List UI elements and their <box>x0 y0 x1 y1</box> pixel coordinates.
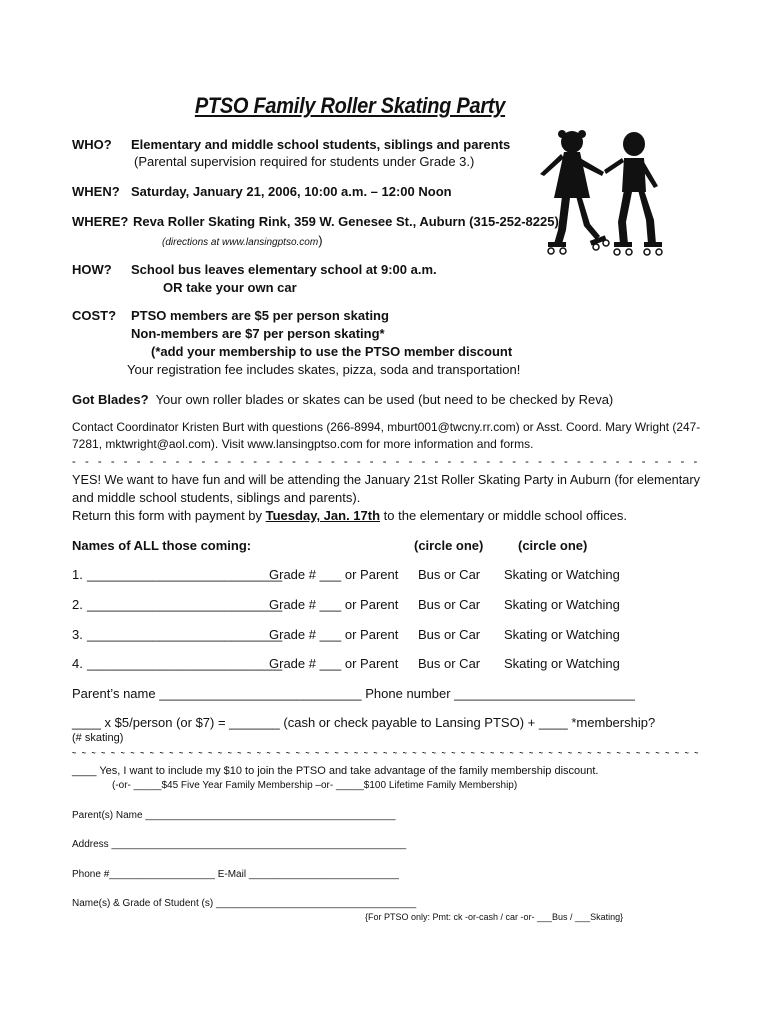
form-intro-line2: and middle school students, siblings and parents). <box>72 490 361 505</box>
skating-or-watching[interactable]: Skating or Watching <box>504 627 620 642</box>
payment-calc-line[interactable]: ____ x $5/person (or $7) = _______ (cash or check payable to Lansing PTSO) + ____ *membership? <box>72 715 656 730</box>
attendee-name-blank[interactable]: ___________________________ <box>87 656 283 671</box>
blades-line: Got Blades? Your own roller blades or skates can be used (but need to be checked by Reva) <box>72 392 614 407</box>
cut-line-divider: - - - - - - - - - - - - - - - - - - - - - - - - - - - - - - - - - - - - - - - - - - - - - - - - - <box>72 454 701 468</box>
grade-or-parent[interactable]: Grade # ___ or Parent <box>269 627 399 642</box>
cost-line1: PTSO members are $5 per person skating <box>131 308 389 323</box>
attendee-name-blank[interactable]: ___________________________ <box>87 597 283 612</box>
how-line2: OR take your own car <box>163 280 297 295</box>
form-intro-line1: YES! We want to have fun and will be attending the January 21st Roller Skating Party in Auburn (for elementary <box>72 472 700 487</box>
bus-or-car[interactable]: Bus or Car <box>418 627 481 642</box>
grade-or-parent[interactable]: Grade # ___ or Parent <box>269 597 399 612</box>
names-header: Names of ALL those coming: <box>72 538 252 553</box>
who-line2: (Parental supervision required for students under Grade 3.) <box>134 154 475 169</box>
contact-line2: 7281, mktwright@aol.com). Visit www.lansingptso.com for more information and forms. <box>72 437 534 451</box>
row-number: 1. <box>72 567 83 582</box>
who-label: WHO? <box>72 137 112 152</box>
grade-or-parent[interactable]: Grade # ___ or Parent <box>269 567 399 582</box>
address-field[interactable]: Address _____________________________________________________ <box>72 839 407 850</box>
calc-note: (# skating) <box>72 732 124 744</box>
skating-or-watching[interactable]: Skating or Watching <box>504 567 620 582</box>
bus-or-car[interactable]: Bus or Car <box>418 656 481 671</box>
circle-one-travel: (circle one) <box>414 538 484 553</box>
cost-line4: Your registration fee includes skates, pizza, soda and transportation! <box>127 362 521 377</box>
cost-label: COST? <box>72 308 117 323</box>
bus-or-car[interactable]: Bus or Car <box>418 567 481 582</box>
bus-or-car[interactable]: Bus or Car <box>418 597 481 612</box>
skating-or-watching[interactable]: Skating or Watching <box>504 597 620 612</box>
membership-options-line[interactable]: (-or- _____$45 Five Year Family Membership –or- _____$100 Lifetime Family Membership) <box>112 780 518 791</box>
phone-email-field[interactable]: Phone #___________________ E-Mail ___________________________ <box>72 869 399 880</box>
roller-skaters-illustration <box>534 126 664 264</box>
circle-one-activity: (circle one) <box>518 538 588 553</box>
membership-join-line[interactable]: ____ Yes, I want to include my $10 to join the PTSO and take advantage of the family membership discount. <box>72 765 599 777</box>
grade-or-parent[interactable]: Grade # ___ or Parent <box>269 656 399 671</box>
page-title: PTSO Family Roller Skating Party <box>194 93 506 118</box>
how-line1: School bus leaves elementary school at 9:00 a.m. <box>131 262 437 277</box>
where-text: Reva Roller Skating Rink, 359 W. Genesee St., Auburn (315-252-8225) <box>133 214 559 229</box>
where-note: (directions at www.lansingptso.com) <box>162 233 323 248</box>
who-line1: Elementary and middle school students, siblings and parents <box>131 137 511 152</box>
how-label: HOW? <box>72 262 112 277</box>
ptso-office-use-note: {For PTSO only: Pmt: ck -or-cash / car -or- ___Bus / ___Skating} <box>365 912 624 922</box>
contact-line1: Contact Coordinator Kristen Burt with questions (266-8994, mburt001@twcny.rr.com) or Asst. Coord. Mary Wright (247- <box>72 420 701 434</box>
attendee-name-blank[interactable]: ___________________________ <box>87 627 283 642</box>
form-return-line: Return this form with payment by Tuesday, Jan. 17th to the elementary or middle school offices. <box>72 508 627 523</box>
parents-name-field[interactable]: Parent(s) Name _____________________________________________ <box>72 810 396 821</box>
student-names-field[interactable]: Name(s) & Grade of Student (s) ____________________________________ <box>72 898 417 909</box>
when-text: Saturday, January 21, 2006, 10:00 a.m. – 12:00 Noon <box>131 184 452 199</box>
parent-name-phone-line[interactable]: Parent’s name ____________________________ Phone number _________________________ <box>72 686 635 701</box>
cost-line3: (*add your membership to use the PTSO member discount <box>151 344 513 359</box>
row-number: 4. <box>72 656 83 671</box>
tilde-divider: ~ ~ ~ ~ ~ ~ ~ ~ ~ ~ ~ ~ ~ ~ ~ ~ ~ ~ ~ ~ ~ ~ ~ ~ ~ ~ ~ ~ ~ ~ ~ ~ ~ ~ ~ ~ ~ ~ ~ ~ ~ ~ ~ ~ ~ ~ ~ ~ ~ ~ ~ ~ ~ ~ ~ ~ ~ ~ ~ ~ ~ ~ ~ ~ ~ <box>72 746 701 760</box>
row-number: 3. <box>72 627 83 642</box>
row-number: 2. <box>72 597 83 612</box>
attendee-name-blank[interactable]: ___________________________ <box>87 567 283 582</box>
where-label: WHERE? <box>72 214 129 229</box>
skating-or-watching[interactable]: Skating or Watching <box>504 656 620 671</box>
when-label: WHEN? <box>72 184 120 199</box>
cost-line2: Non-members are $7 per person skating* <box>131 326 385 341</box>
